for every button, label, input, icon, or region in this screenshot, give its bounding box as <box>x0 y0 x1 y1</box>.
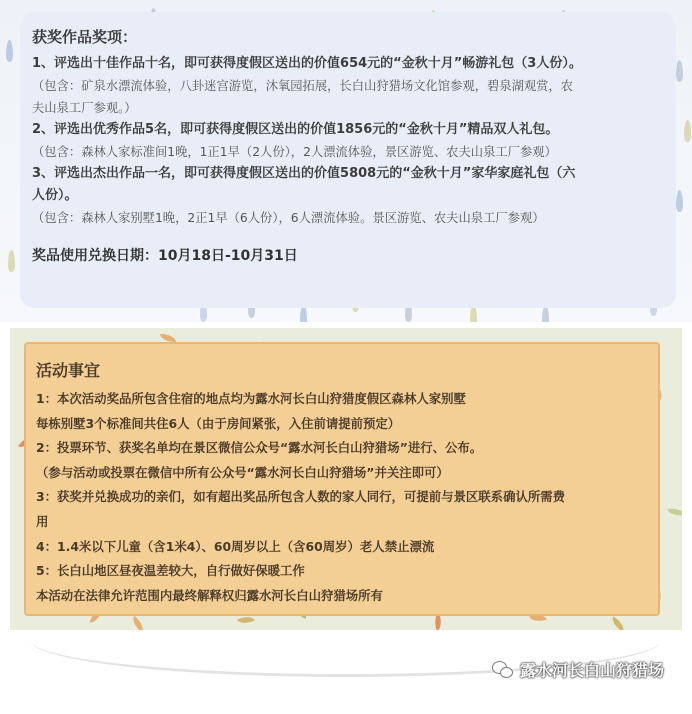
event-line: （参与活动或投票在微信中所有公众号“露水河长白山狩猎场”并关注即可） <box>36 464 449 480</box>
prize-item-1: 1、评选出十佳作品十名，即可获得度假区送出的价值654元的“金秋十月”畅游礼包（3人份）。 <box>32 56 582 71</box>
event-line: 用 <box>36 513 49 529</box>
footer <box>0 630 692 714</box>
leaf <box>609 616 627 630</box>
raindrop <box>684 120 691 142</box>
leaf <box>129 616 146 630</box>
prize-item-3-cont: 人份）。 <box>32 188 78 203</box>
prize-heading: 获奖作品奖项： <box>32 28 138 46</box>
prize-item-3: 3、评选出杰出作品一名，即可获得度假区送出的价值5808元的“金秋十月”家华家庭礼包（六 <box>32 166 576 181</box>
event-line: 1：本次活动奖品所包含住宿的地点均为露水河长白山狩猎度假区森林人家别墅 <box>36 391 466 406</box>
prize-item-1-note-cont: 夫山泉工厂参观。） <box>32 101 137 115</box>
event-line: 4：1.4米以下儿童（含1米4）、60周岁以上（含60周岁）老人禁止漂流 <box>36 538 435 554</box>
event-line: 3：获奖并兑换成功的亲们，如有超出奖品所包含人数的家人同行，可提前与景区联系确认所需费 <box>36 489 566 505</box>
leaf <box>160 334 176 342</box>
events-card <box>24 342 660 616</box>
prize-item-2: 2、评选出优秀作品5名，即可获得度假区送出的价值1856元的“金秋十月”精品双人礼包。 <box>32 122 559 137</box>
leaf <box>668 507 682 517</box>
prize-section <box>0 0 692 322</box>
event-line: 本活动在法律允许范围内最终解释权归露水河长白山狩猎场所有 <box>36 587 383 603</box>
event-line: 每栋别墅3个标准间共住6人（由于房间紧张，入住前请提前预定） <box>36 415 401 431</box>
brand-name: 露水河长白山狩猎场 <box>519 661 664 680</box>
prize-card <box>20 12 676 308</box>
events-section <box>10 328 682 630</box>
redeem-date: 奖品使用兑换日期：10月18日-10月31日 <box>32 248 298 264</box>
events-heading: 活动事宜 <box>36 361 101 380</box>
raindrop <box>6 40 13 62</box>
prize-item-2-note: （包含：森林人家标准间1晚，1正1早（2人份），2人漂流体验，景区游览、农夫山泉工厂参观） <box>32 145 557 159</box>
brand-watermark <box>492 658 664 681</box>
prize-item-3-note: （包含：森林人家别墅1晚，2正1早（6人份），6人漂流体验。景区游览、农夫山泉工厂参观） <box>32 211 545 225</box>
raindrop <box>8 250 15 272</box>
raindrop <box>676 60 683 82</box>
wechat-icon <box>492 661 514 679</box>
event-line: 5：长白山地区昼夜温差较大，自行做好保暖工作 <box>36 563 305 579</box>
prize-item-1-note: （包含：矿泉水漂流体验，八卦迷宫游览，沐氧园拓展，长白山狩猎场文化馆参观，碧泉湖观赏，农 <box>32 79 574 93</box>
event-line: 2：投票环节、获奖名单均在景区微信公众号“露水河长白山狩猎场”进行、公布。 <box>36 440 483 456</box>
raindrop <box>676 190 683 212</box>
